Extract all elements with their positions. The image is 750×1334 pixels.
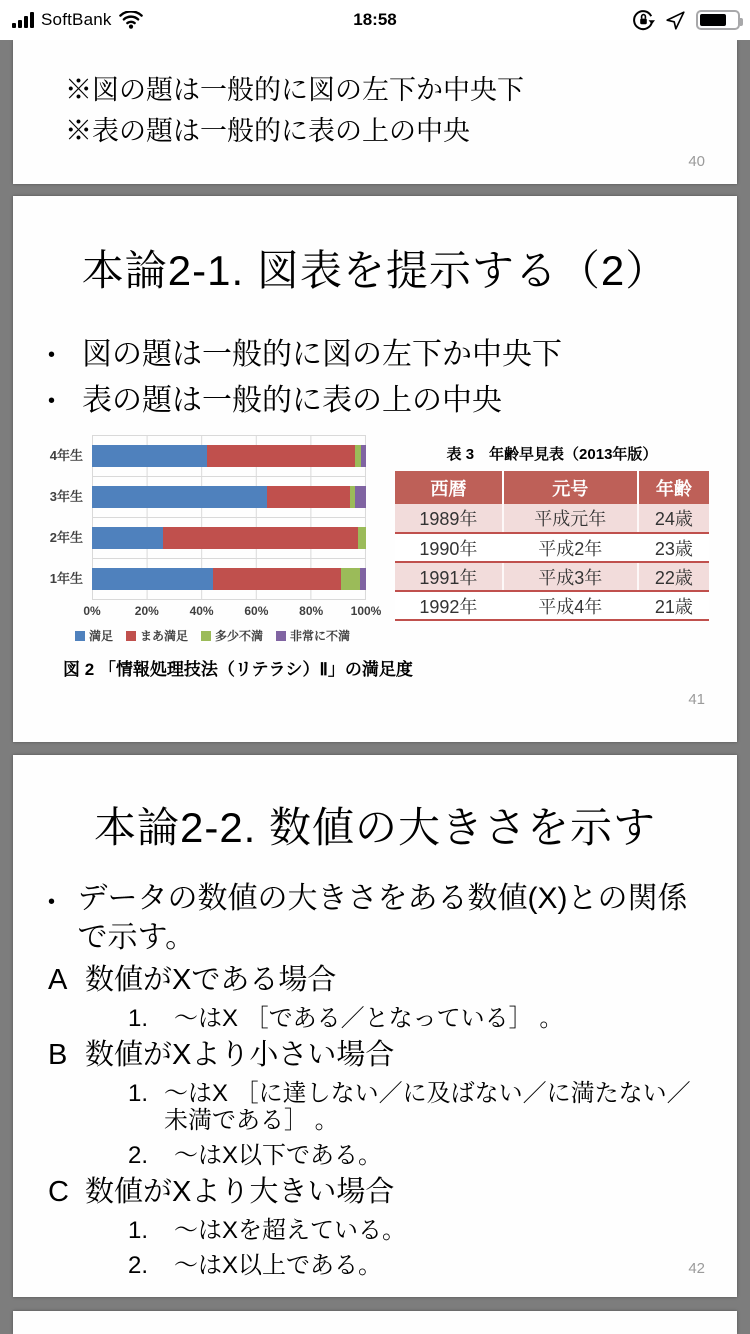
bar-segment-まあ満足	[163, 527, 358, 549]
page-41-bullets	[48, 332, 737, 424]
page-number: 41	[688, 691, 705, 708]
slide-page-41	[13, 196, 737, 742]
slide-page-43-partial	[13, 1311, 737, 1334]
list-item-text: ～はX ［に達しない／に及ばない／に満たない／未満である］ 。	[164, 1080, 691, 1134]
bar-segment-まあ満足	[213, 568, 342, 590]
list-item-text: ～はX以下である。	[174, 1142, 383, 1169]
chart-category-label: 1年生	[49, 571, 83, 586]
table-row	[395, 504, 709, 533]
page-42-body	[48, 879, 709, 1279]
section-list-item	[128, 1080, 709, 1134]
x-tick-label: 20%	[134, 604, 159, 618]
list-item-text: ～はX以上である。	[174, 1252, 383, 1279]
section-heading	[48, 1039, 709, 1072]
bullet-text: 図の題は一般的に図の左下か中央下	[82, 338, 562, 371]
x-tick-label: 40%	[189, 604, 214, 618]
clock: 18:58	[353, 10, 397, 29]
table-cell: 23歳	[638, 533, 709, 562]
section-list-item	[128, 1217, 709, 1244]
table-row	[395, 533, 709, 562]
bar-segment-満足	[92, 527, 163, 549]
bullet-dot: •	[48, 390, 56, 412]
table-cell: 平成2年	[503, 533, 638, 562]
bullet-line	[48, 332, 737, 378]
note-line: ※表の題は一般的に表の上の中央	[65, 116, 470, 146]
section-heading-text: 数値がXより大きい場合	[85, 1176, 395, 1208]
list-item-number: 2.	[128, 1252, 149, 1279]
chart-x-axis-ticks	[83, 602, 382, 619]
battery-nub	[740, 18, 743, 26]
section-list-item	[128, 1252, 709, 1279]
bullet-dot: •	[48, 344, 56, 366]
legend-swatch	[201, 631, 211, 641]
table-cell: 21歳	[638, 591, 709, 620]
stacked-bar	[92, 445, 366, 467]
section-heading-text: 数値がXより小さい場合	[85, 1039, 395, 1071]
legend-swatch	[126, 631, 136, 641]
legend-item	[201, 627, 263, 644]
table-cell: 24歳	[638, 504, 709, 533]
section-list-item	[128, 1005, 709, 1032]
bar-segment-まあ満足	[267, 486, 349, 508]
satisfaction-bar-chart	[37, 435, 389, 644]
table-header-cell: 年齢	[638, 471, 709, 504]
age-table-body	[395, 504, 709, 620]
chart-row	[92, 477, 366, 518]
list-item-number: 1.	[128, 1217, 149, 1244]
x-tick-label: 80%	[299, 604, 324, 618]
table-row	[395, 591, 709, 620]
status-bar	[0, 0, 750, 40]
table-header-cell: 元号	[503, 471, 638, 504]
table-cell: 1989年	[395, 504, 503, 533]
lead-bullet	[48, 879, 709, 957]
list-item-number: 2.	[128, 1142, 149, 1169]
bar-segment-満足	[92, 486, 267, 508]
legend-label: 多少不満	[215, 629, 264, 643]
section-list-item	[128, 1142, 709, 1169]
table-cell: 22歳	[638, 562, 709, 591]
age-table-box	[395, 443, 709, 621]
list-item-text: ～はXを超えている。	[174, 1217, 407, 1244]
list-item-number: 1.	[128, 1080, 149, 1107]
x-tick-label: 100%	[350, 604, 382, 618]
location-arrow-icon	[665, 10, 686, 31]
bar-segment-非常に不満	[355, 486, 366, 508]
bar-segment-満足	[92, 568, 213, 590]
slide-title: 本論2-1. 図表を提示する（2）	[81, 247, 669, 294]
rotation-lock-icon	[631, 8, 655, 32]
list-item-text: ～はX ［である／となっている］ 。	[174, 1005, 564, 1032]
page-number: 42	[688, 1260, 705, 1277]
legend-label: 非常に不満	[290, 629, 351, 643]
legend-label: まあ満足	[140, 629, 189, 643]
section-heading	[48, 964, 709, 997]
carrier-label: SoftBank	[41, 10, 112, 29]
legend-item	[75, 627, 113, 644]
page-42-sections	[48, 964, 709, 1279]
slide-page-42	[13, 755, 737, 1297]
stacked-bar	[92, 568, 366, 590]
table-header-cell: 西暦	[395, 471, 503, 504]
bar-segment-まあ満足	[207, 445, 355, 467]
stacked-bar	[92, 527, 366, 549]
table-cell: 平成4年	[503, 591, 638, 620]
chart-category-label: 3年生	[49, 489, 83, 504]
bar-segment-満足	[92, 445, 207, 467]
section-heading-text: 数値がXである場合	[85, 964, 337, 996]
figure-caption: 図 2 「情報処理技法（リテラシ）Ⅱ」の満足度	[63, 660, 413, 679]
bar-segment-非常に不満	[360, 568, 365, 590]
chart-row	[92, 559, 366, 600]
table-cell: 1992年	[395, 591, 503, 620]
table-caption: 表 3 年齢早見表（2013年版）	[446, 446, 658, 463]
section-letter: B	[48, 1039, 68, 1071]
age-table	[395, 471, 709, 621]
page-40-lines	[13, 40, 737, 152]
list-item-number: 1.	[128, 1005, 149, 1032]
bullet-text: 表の題は一般的に表の上の中央	[82, 384, 502, 417]
section-letter: C	[48, 1176, 69, 1208]
age-table-header-row	[395, 471, 709, 504]
bullet-line	[48, 378, 737, 424]
legend-item	[126, 627, 188, 644]
chart-legend	[75, 627, 389, 644]
chart-row	[92, 436, 366, 477]
slide-title: 本論2-2. 数値の大きさを示す	[93, 804, 657, 851]
pdf-viewer-scroll-area[interactable]	[0, 40, 750, 1334]
bullet-dot: •	[48, 891, 56, 913]
x-tick-label: 0%	[83, 604, 101, 618]
battery-fill	[700, 14, 726, 26]
chart-plot-area	[92, 435, 366, 600]
table-cell: 平成3年	[503, 562, 638, 591]
status-bar-right	[631, 0, 740, 40]
chart-category-label: 2年生	[49, 530, 83, 545]
table-cell: 平成元年	[503, 504, 638, 533]
lead-bullet-text: データの数値の大きさをある数値(X)との関係で示す。	[77, 882, 688, 954]
legend-swatch	[75, 631, 85, 641]
chart-category-label: 4年生	[49, 448, 83, 463]
table-cell: 1991年	[395, 562, 503, 591]
bar-segment-多少不満	[358, 527, 366, 549]
bar-segment-非常に不満	[361, 445, 366, 467]
section-heading	[48, 1176, 709, 1209]
bar-segment-多少不満	[341, 568, 360, 590]
legend-label: 満足	[89, 629, 114, 643]
table-cell: 1990年	[395, 533, 503, 562]
chart-category-labels	[37, 435, 92, 600]
slide-page-40	[13, 40, 737, 184]
stacked-bar	[92, 486, 366, 508]
legend-item	[276, 627, 350, 644]
battery-icon	[696, 10, 740, 30]
x-tick-label: 60%	[244, 604, 269, 618]
chart-row	[92, 518, 366, 559]
note-line: ※図の題は一般的に図の左下か中央下	[65, 75, 524, 105]
table-row	[395, 562, 709, 591]
section-letter: A	[48, 964, 68, 996]
page-number: 40	[688, 153, 705, 170]
legend-swatch	[276, 631, 286, 641]
